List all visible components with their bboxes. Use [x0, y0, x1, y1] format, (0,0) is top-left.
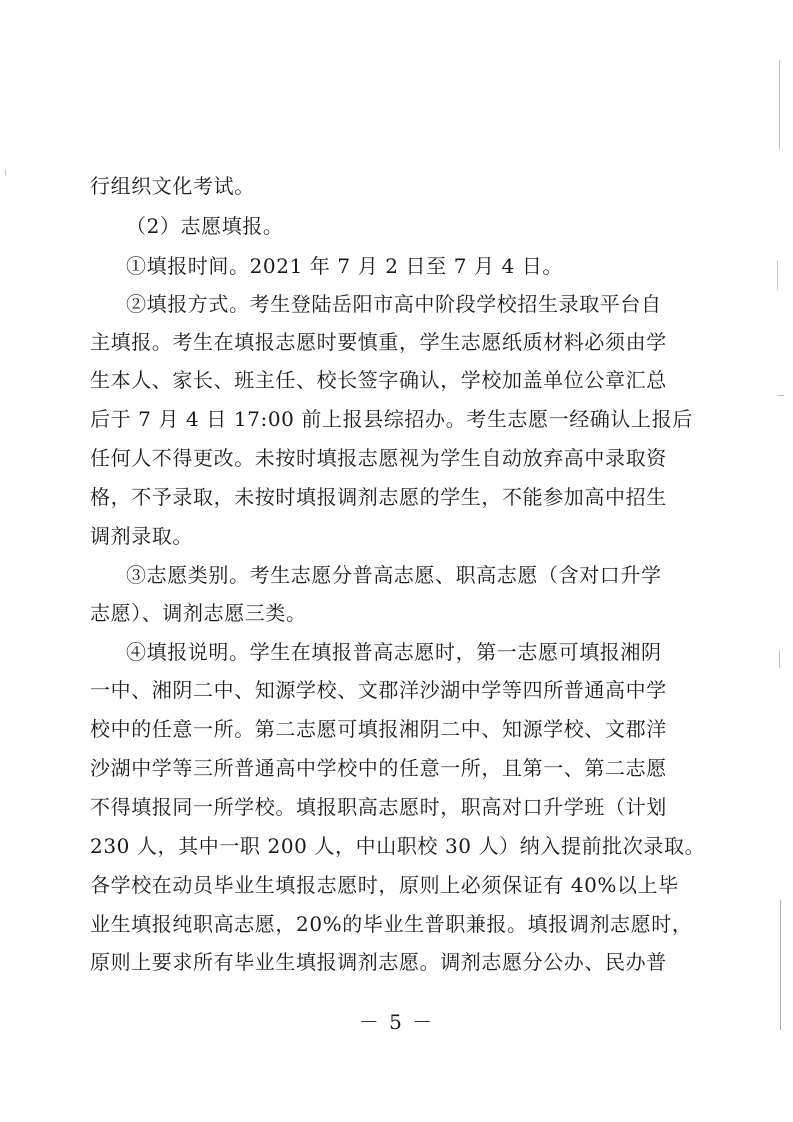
text-line-13: ④填报说明。学生在填报普高志愿时，第一志愿可填报湘阴: [126, 640, 662, 664]
text-line-14: 一中、湘阴二中、知源学校、文郡洋沙湖中学等四所普通高中学: [90, 678, 667, 702]
text-line-5: 主填报。考生在填报志愿时要慎重，学生志愿纸质材料必须由学: [90, 330, 667, 354]
page-number: － 5 －: [358, 1010, 435, 1034]
text-line-6: 生本人、家长、班主任、校长签字确认，学校加盖单位公章汇总: [90, 368, 667, 392]
text-line-12: 志愿）、调剂志愿三类。: [90, 601, 307, 625]
text-line-18: 230 人，其中一职 200 人，中山职校 30 人）纳入提前批次录取。: [90, 834, 706, 858]
scan-artifact-4: [779, 650, 780, 668]
text-line-20: 业生填报纯职高志愿，20%的毕业生普职兼报。填报调剂志愿时，: [90, 912, 693, 936]
text-line-10: 调剂录取。: [90, 524, 193, 548]
text-line-15: 校中的任意一所。第二志愿可填报湘阴二中、知源学校、文郡洋: [90, 717, 667, 741]
text-line-16: 沙湖中学等三所普通高中学校中的任意一所，且第一、第二志愿: [90, 756, 667, 780]
scan-artifact-5: [780, 900, 781, 1030]
text-line-17: 不得填报同一所学校。填报职高志愿时，职高对口升学班（计划: [90, 795, 667, 819]
text-line-9: 格，不予录取，未按时填报调剂志愿的学生，不能参加高中招生: [90, 485, 667, 509]
text-line-21: 原则上要求所有毕业生填报调剂志愿。调剂志愿分公办、民办普: [90, 950, 667, 974]
text-line-3: ①填报时间。2021 年 7 月 2 日至 7 月 4 日。: [126, 254, 564, 278]
text-line-7: 后于 7 月 4 日 17:00 前上报县综招办。考生志愿一经确认上报后: [90, 407, 693, 431]
text-line-19: 各学校在动员毕业生填报志愿时，原则上必须保证有 40%以上毕: [90, 873, 679, 897]
scan-artifact-3: [778, 395, 784, 396]
scan-artifact-1: [779, 60, 780, 150]
text-line-11: ③志愿类别。考生志愿分普高志愿、职高志愿（含对口升学: [126, 563, 662, 587]
scan-artifact-2: [777, 260, 778, 290]
text-line-4: ②填报方式。考生登陆岳阳市高中阶段学校招生录取平台自: [126, 292, 662, 316]
text-line-8: 任何人不得更改。未按时填报志愿视为学生自动放弃高中录取资: [90, 446, 667, 470]
scan-artifact-6: [5, 170, 6, 176]
text-line-2: （2）志愿填报。: [126, 214, 284, 238]
text-line-1: 行组织文化考试。: [90, 174, 255, 198]
